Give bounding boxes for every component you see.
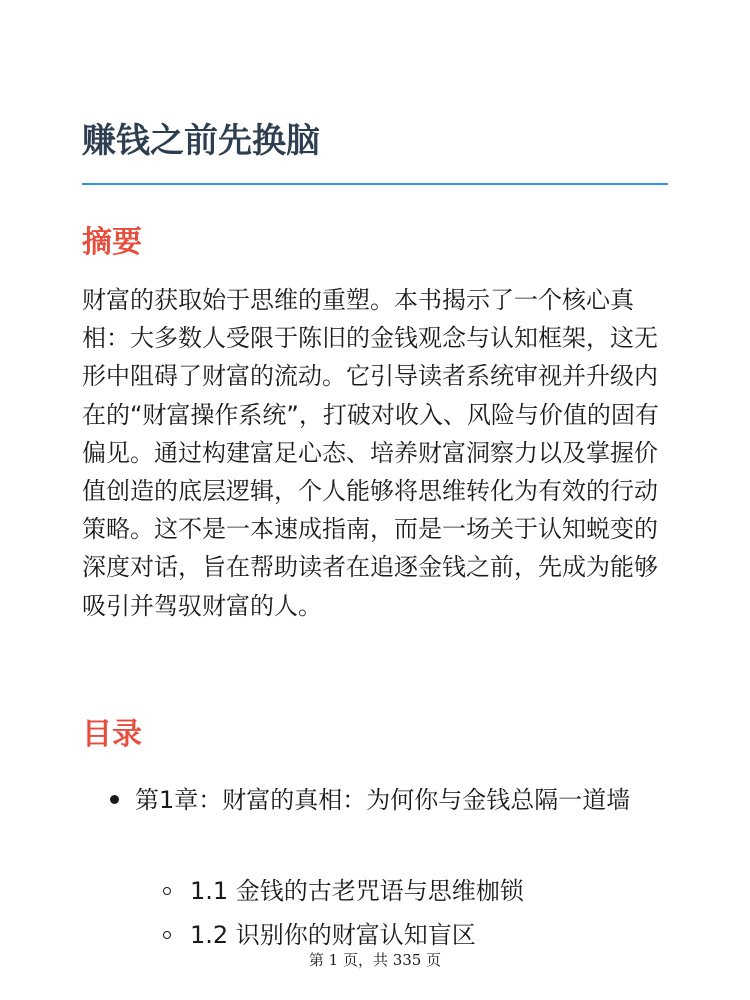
page-number-footer: 第 1 页，共 335 页 bbox=[308, 951, 442, 969]
title-underline-divider bbox=[82, 183, 668, 185]
toc-chapter-label: 第1章：财富的真相：为何你与金钱总隔一道墙 bbox=[135, 786, 631, 814]
toc-heading: 目录 bbox=[82, 717, 142, 752]
summary-heading: 摘要 bbox=[82, 225, 142, 260]
document-title: 赚钱之前先换脑 bbox=[82, 121, 320, 161]
toc-chapter-item[interactable] bbox=[110, 781, 670, 819]
toc-section-label: 1.1 金钱的古老咒语与思维枷锁 bbox=[190, 877, 524, 905]
toc-section-label: 1.2 识别你的财富认知盲区 bbox=[190, 921, 476, 949]
hollow-circle-bullet-icon bbox=[163, 931, 171, 939]
summary-paragraph: 财富的获取始于思维的重塑。本书揭示了一个核心真相：大多数人受限于陈旧的金钱观念与认知框架，这无形中阻碍了财富的流动。它引导读者系统审视并升级内在的“财富操作系统”，打破对收入、风险与价值的固有偏见。通过构建富足心态、培养财富洞察力以及掌握价值创造的底层逻辑，个人能够将思维转化为有效的行动策略。这不是一本速成指南，而是一场关于认知蜕变的深度对话，旨在帮助读者在追逐金钱之前，先成为能够吸引并驾驭财富的人。 bbox=[82, 286, 659, 620]
hollow-circle-bullet-icon bbox=[163, 887, 171, 895]
filled-disc-bullet-icon bbox=[110, 795, 119, 804]
